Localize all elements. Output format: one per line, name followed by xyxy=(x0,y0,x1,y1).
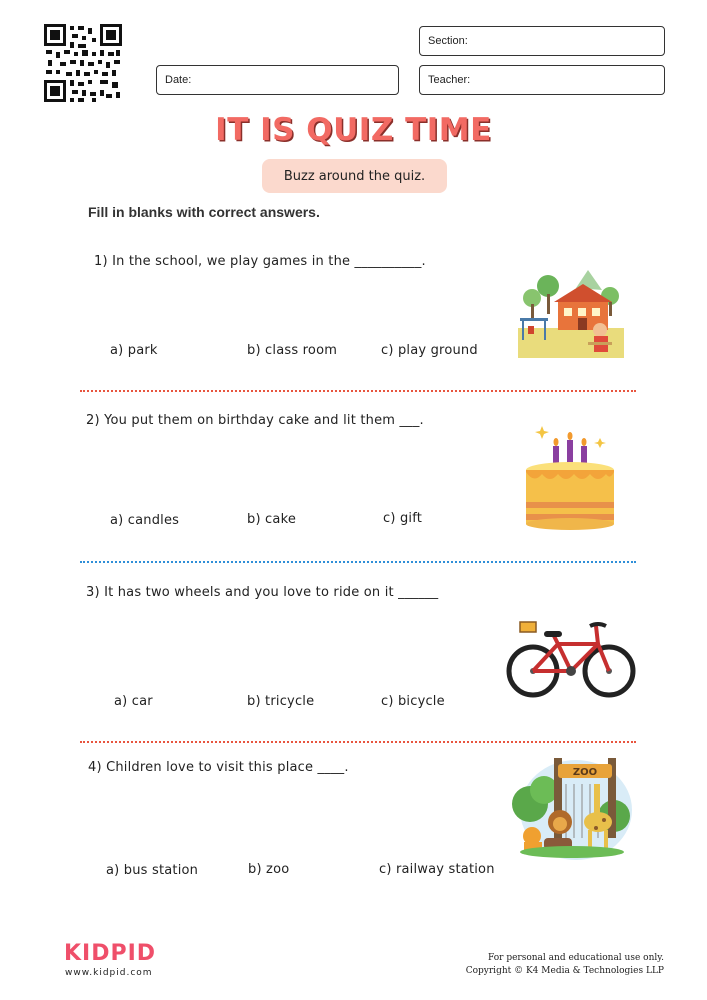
question-4-text: 4) Children love to visit this place ____. xyxy=(88,760,349,775)
date-field[interactable] xyxy=(156,65,399,95)
teacher-field[interactable] xyxy=(419,65,665,95)
copyright-text: Copyright © K4 Media & Technologies LLP xyxy=(465,966,664,976)
question-1-text: 1) In the school, we play games in the __________. xyxy=(94,254,426,269)
page-title: IT IS QUIZ TIME xyxy=(215,112,492,148)
question-3-option-c[interactable]: c) bicycle xyxy=(381,694,445,709)
teacher-label: Teacher: xyxy=(428,74,471,86)
question-2-text: 2) You put them on birthday cake and lit them ___. xyxy=(86,413,424,428)
qr-code-icon xyxy=(44,24,122,102)
instruction-text: Fill in blanks with correct answers. xyxy=(88,204,320,220)
question-4-option-c[interactable]: c) railway station xyxy=(379,862,495,877)
zoo-illustration xyxy=(510,744,634,862)
bicycle-illustration xyxy=(506,614,636,700)
question-4-option-a[interactable]: a) bus station xyxy=(106,863,199,878)
divider-2 xyxy=(80,561,636,563)
kidpid-logo xyxy=(62,936,158,966)
question-3-option-a[interactable]: a) car xyxy=(114,694,153,709)
question-4-option-b[interactable]: b) zoo xyxy=(248,862,290,877)
question-3-text: 3) It has two wheels and you love to ride on it ______ xyxy=(86,585,439,600)
subtitle-text: Buzz around the quiz. xyxy=(283,168,426,184)
question-1-option-b[interactable]: b) class room xyxy=(247,343,338,358)
zoo-sign-text: ZOO xyxy=(572,767,598,778)
usage-note: For personal and educational use only. xyxy=(488,953,664,963)
section-field[interactable] xyxy=(419,26,665,56)
question-2-option-b[interactable]: b) cake xyxy=(247,512,297,527)
question-1-option-c[interactable]: c) play ground xyxy=(381,343,478,358)
divider-1 xyxy=(80,390,636,392)
birthday-cake-illustration xyxy=(522,422,618,532)
question-1-option-a[interactable]: a) park xyxy=(110,343,158,358)
question-2-option-a[interactable]: a) candles xyxy=(110,513,180,528)
section-label: Section: xyxy=(428,35,468,47)
logo-text: KIDPID xyxy=(64,941,157,966)
question-2-option-c[interactable]: c) gift xyxy=(383,511,423,526)
divider-3 xyxy=(80,741,636,743)
website-text[interactable]: www.kidpid.com xyxy=(65,968,153,978)
subtitle-badge xyxy=(262,159,447,193)
date-label: Date: xyxy=(165,74,192,86)
question-3-option-b[interactable]: b) tricycle xyxy=(247,694,315,709)
school-playground-illustration xyxy=(518,268,624,358)
